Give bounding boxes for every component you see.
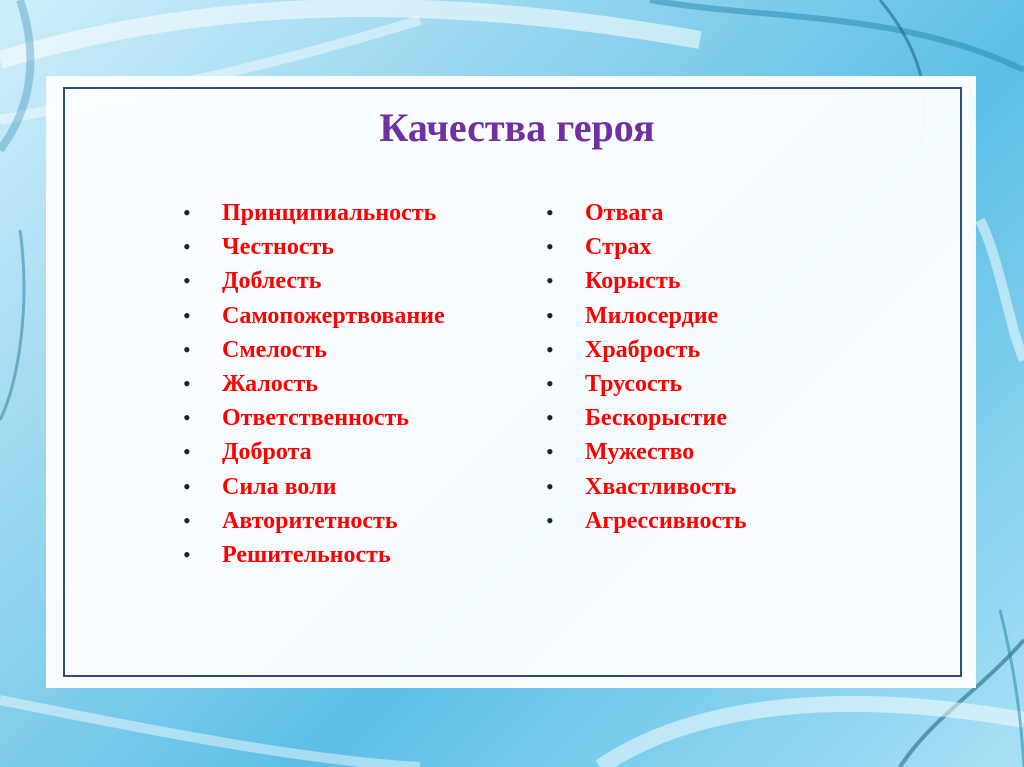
list-item bbox=[180, 367, 445, 401]
list-item bbox=[543, 470, 747, 504]
bullet-icon: • bbox=[183, 302, 191, 328]
qualities-list-right bbox=[543, 196, 747, 538]
list-item-label: Храбрость bbox=[585, 336, 701, 363]
bullet-icon: • bbox=[183, 541, 191, 567]
list-item bbox=[180, 264, 445, 298]
bullet-icon: • bbox=[183, 268, 191, 294]
bullet-icon: • bbox=[546, 439, 554, 465]
list-item bbox=[543, 367, 747, 401]
list-item bbox=[543, 264, 747, 298]
bullet-icon: • bbox=[546, 370, 554, 396]
bullet-icon: • bbox=[183, 370, 191, 396]
list-item-label: Отвага bbox=[585, 200, 664, 226]
list-item bbox=[543, 504, 747, 538]
qualities-list-left bbox=[180, 196, 445, 572]
list-item bbox=[543, 196, 747, 230]
bullet-icon: • bbox=[183, 507, 191, 533]
list-item bbox=[180, 538, 445, 572]
bullet-icon: • bbox=[546, 336, 554, 362]
list-item bbox=[180, 230, 445, 264]
list-item-label: Самопожертвование bbox=[222, 302, 445, 329]
list-item-label: Хвастливость bbox=[585, 473, 737, 500]
list-item-label: Милосердие bbox=[585, 302, 719, 329]
bullet-icon: • bbox=[546, 473, 554, 499]
list-item bbox=[543, 435, 747, 469]
list-item bbox=[543, 401, 747, 435]
list-item bbox=[180, 196, 445, 230]
bullet-icon: • bbox=[546, 234, 554, 260]
list-item bbox=[180, 470, 445, 504]
list-item-label: Страх bbox=[585, 234, 652, 261]
list-item-label: Мужество bbox=[585, 439, 695, 466]
list-item bbox=[180, 401, 445, 435]
bullet-icon: • bbox=[183, 439, 191, 465]
list-item-label: Бескорыстие bbox=[585, 405, 727, 432]
list-item-label: Принципиальность bbox=[222, 200, 437, 226]
list-item-label: Сила воли bbox=[222, 473, 337, 500]
list-item-label: Жалость bbox=[222, 370, 318, 397]
list-item-label: Смелость bbox=[222, 336, 327, 363]
list-item bbox=[180, 299, 445, 333]
list-item-label: Ответственность bbox=[222, 405, 409, 432]
list-item-label: Честность bbox=[222, 234, 334, 261]
bullet-icon: • bbox=[546, 268, 554, 294]
list-item-label: Решительность bbox=[222, 541, 391, 568]
bullet-icon: • bbox=[546, 200, 554, 225]
bullet-icon: • bbox=[546, 405, 554, 431]
list-item bbox=[180, 333, 445, 367]
list-item-label: Авторитетность bbox=[222, 507, 398, 534]
list-item bbox=[543, 230, 747, 264]
bullet-icon: • bbox=[183, 234, 191, 260]
bullet-icon: • bbox=[183, 405, 191, 431]
list-item-label: Трусость bbox=[585, 370, 683, 397]
list-item-label: Корысть bbox=[585, 268, 681, 295]
list-item bbox=[180, 435, 445, 469]
list-item bbox=[180, 504, 445, 538]
list-item-label: Доброта bbox=[222, 439, 312, 466]
bullet-icon: • bbox=[546, 507, 554, 533]
bullet-icon: • bbox=[183, 473, 191, 499]
bullet-icon: • bbox=[183, 200, 191, 225]
bullet-icon: • bbox=[546, 302, 554, 328]
list-item bbox=[543, 299, 747, 333]
list-item-label: Агрессивность bbox=[585, 507, 747, 534]
slide-title: Качества героя bbox=[379, 105, 655, 150]
bullet-icon: • bbox=[183, 336, 191, 362]
list-item-label: Доблесть bbox=[222, 268, 322, 295]
list-item bbox=[543, 333, 747, 367]
